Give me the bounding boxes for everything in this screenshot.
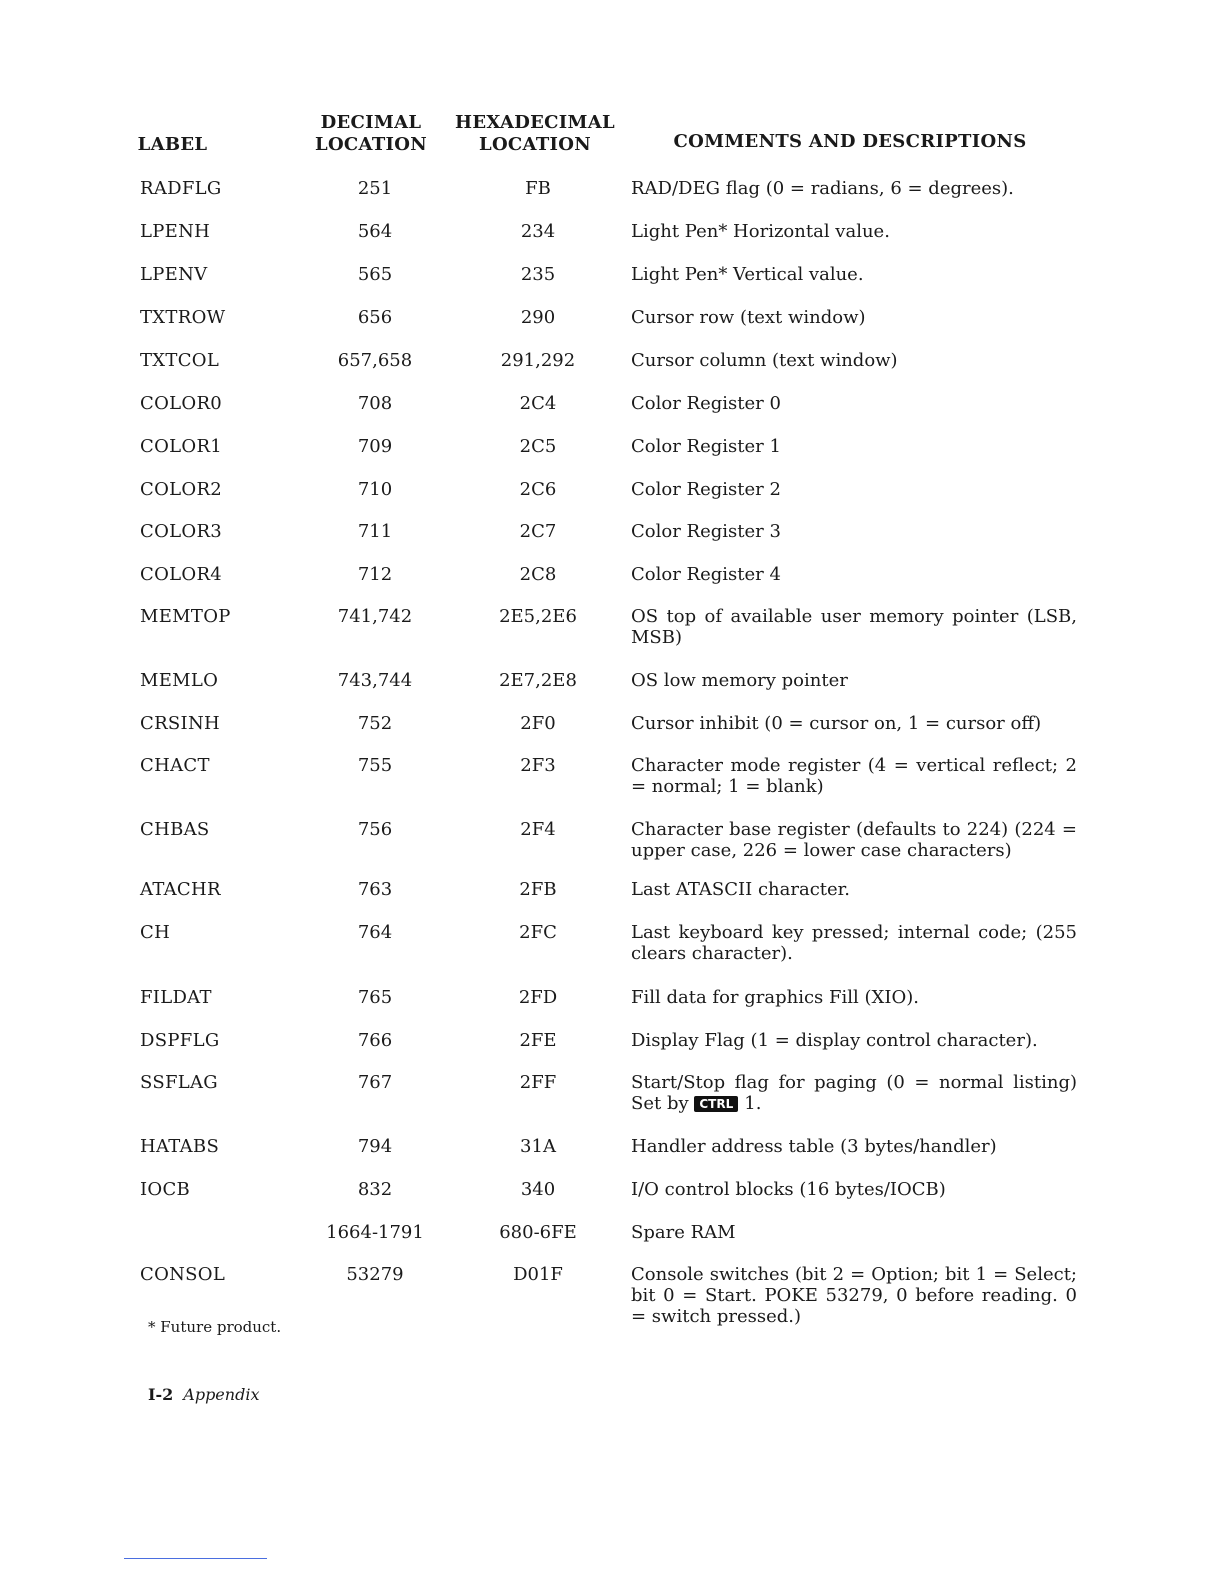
row-comment-text: Color Register 3 bbox=[631, 521, 781, 542]
ctrl-key-icon: CTRL bbox=[694, 1096, 738, 1112]
row-label: FILDAT bbox=[140, 987, 212, 1008]
row-decimal-location: 832 bbox=[357, 1179, 393, 1200]
row-label: COLOR0 bbox=[140, 393, 223, 414]
row-hex-location: 340 bbox=[520, 1179, 556, 1200]
row-decimal-location: 712 bbox=[357, 564, 393, 585]
row-comment bbox=[631, 178, 1077, 199]
row-hex-location: 291,292 bbox=[500, 350, 576, 371]
row-label: COLOR3 bbox=[140, 521, 223, 542]
row-decimal-location: 564 bbox=[357, 221, 393, 242]
row-label: CONSOL bbox=[140, 1264, 226, 1285]
row-label: TXTCOL bbox=[140, 350, 220, 371]
row-label: SSFLAG bbox=[140, 1072, 218, 1093]
row-hex-location: 2C5 bbox=[519, 436, 557, 457]
row-decimal-location: 755 bbox=[357, 755, 393, 776]
row-comment bbox=[631, 1179, 1077, 1200]
row-comment-text: Display Flag (1 = display control character). bbox=[631, 1030, 1038, 1051]
row-comment bbox=[631, 307, 1077, 328]
row-decimal-location: 794 bbox=[357, 1136, 393, 1157]
row-comment-text: Character mode register (4 = vertical reflect; 2 = normal; 1 = blank) bbox=[631, 755, 1077, 797]
row-comment bbox=[631, 1222, 1077, 1243]
row-hex-location: 2C7 bbox=[519, 521, 557, 542]
row-comment bbox=[631, 436, 1077, 457]
row-comment bbox=[631, 922, 1077, 964]
row-decimal-location: 743,744 bbox=[337, 670, 413, 691]
header-label bbox=[120, 134, 225, 156]
row-comment-text: Spare RAM bbox=[631, 1222, 736, 1243]
row-comment-text: Light Pen* Horizontal value. bbox=[631, 221, 890, 242]
row-label: CHACT bbox=[140, 755, 210, 776]
bottom-rule bbox=[124, 1558, 267, 1559]
row-comment bbox=[631, 1136, 1077, 1157]
header-hex-line1: HEXADECIMAL bbox=[455, 112, 615, 133]
row-hex-location: D01F bbox=[513, 1264, 563, 1285]
row-comment-text: Last ATASCII character. bbox=[631, 879, 851, 900]
row-comment bbox=[631, 670, 1077, 691]
header-comments-text: COMMENTS AND DESCRIPTIONS bbox=[673, 131, 1027, 152]
row-label: RADFLG bbox=[140, 178, 222, 199]
row-hex-location: 2C6 bbox=[519, 479, 557, 500]
row-comment-text: OS low memory pointer bbox=[631, 670, 848, 691]
row-comment-text: Last keyboard key pressed; internal code; (255 clears character). bbox=[631, 922, 1077, 964]
row-comment-text: Light Pen* Vertical value. bbox=[631, 264, 864, 285]
row-label: IOCB bbox=[140, 1179, 191, 1200]
row-comment bbox=[631, 264, 1077, 285]
row-label: MEMTOP bbox=[140, 606, 231, 627]
row-comment-text: OS top of available user memory pointer (LSB, MSB) bbox=[631, 606, 1077, 648]
row-comment bbox=[631, 987, 1077, 1008]
row-decimal-location: 53279 bbox=[346, 1264, 404, 1285]
row-comment bbox=[631, 819, 1077, 861]
row-comment-text: Color Register 4 bbox=[631, 564, 781, 585]
row-label: CHBAS bbox=[140, 819, 210, 840]
header-decimal-line1: DECIMAL bbox=[320, 112, 422, 133]
row-label: TXTROW bbox=[140, 307, 226, 328]
row-comment bbox=[631, 1264, 1077, 1327]
row-hex-location: 2FC bbox=[519, 922, 557, 943]
row-comment bbox=[631, 564, 1077, 585]
row-hex-location: 2FD bbox=[518, 987, 558, 1008]
row-decimal-location: 708 bbox=[357, 393, 393, 414]
row-comment-text: Character base register (defaults to 224) (224 = upper case, 226 = lower case characters) bbox=[631, 819, 1077, 861]
row-comment bbox=[631, 1030, 1077, 1051]
row-comment bbox=[631, 521, 1077, 542]
header-decimal bbox=[300, 112, 442, 156]
row-comment bbox=[631, 1072, 1077, 1114]
row-label: DSPFLG bbox=[140, 1030, 220, 1051]
row-comment-text: RAD/DEG flag (0 = radians, 6 = degrees). bbox=[631, 178, 1014, 199]
row-hex-location: 2C8 bbox=[519, 564, 557, 585]
footnote: * Future product. bbox=[148, 1318, 282, 1336]
row-decimal-location: 764 bbox=[357, 922, 393, 943]
header-comments bbox=[660, 131, 1040, 153]
row-comment-text: Handler address table (3 bytes/handler) bbox=[631, 1136, 997, 1157]
row-hex-location: 2FF bbox=[519, 1072, 557, 1093]
row-label: CRSINH bbox=[140, 713, 221, 734]
row-label: COLOR1 bbox=[140, 436, 223, 457]
row-decimal-location: 1664-1791 bbox=[326, 1222, 424, 1243]
row-decimal-location: 766 bbox=[357, 1030, 393, 1051]
row-hex-location: 680-6FE bbox=[499, 1222, 577, 1243]
row-hex-location: 2FE bbox=[519, 1030, 557, 1051]
row-comment-text: Cursor column (text window) bbox=[631, 350, 898, 371]
row-label: HATABS bbox=[140, 1136, 220, 1157]
row-comment-text: Color Register 2 bbox=[631, 479, 781, 500]
row-hex-location: 2E5,2E6 bbox=[499, 606, 577, 627]
row-hex-location: 2F4 bbox=[520, 819, 556, 840]
row-decimal-location: 767 bbox=[357, 1072, 393, 1093]
row-comment bbox=[631, 606, 1077, 648]
row-hex-location: 2F3 bbox=[520, 755, 556, 776]
row-hex-location: 2C4 bbox=[519, 393, 557, 414]
row-comment-text: Color Register 0 bbox=[631, 393, 781, 414]
row-comment-text: Cursor row (text window) bbox=[631, 307, 866, 328]
row-decimal-location: 765 bbox=[357, 987, 393, 1008]
header-decimal-line2: LOCATION bbox=[315, 134, 427, 155]
page-number: I-2 bbox=[148, 1385, 174, 1404]
row-hex-location: 2FB bbox=[519, 879, 557, 900]
row-decimal-location: 752 bbox=[357, 713, 393, 734]
row-hex-location: FB bbox=[525, 178, 551, 199]
row-label: CH bbox=[140, 922, 171, 943]
row-comment-text: Console switches (bit 2 = Option; bit 1 = Select; bit 0 = Start. POKE 53279, 0 before reading. 0 = switch pressed.) bbox=[631, 1264, 1077, 1327]
row-decimal-location: 763 bbox=[357, 879, 393, 900]
row-comment-text: Fill data for graphics Fill (XIO). bbox=[631, 987, 919, 1008]
row-comment-text: Cursor inhibit (0 = cursor on, 1 = cursor off) bbox=[631, 713, 1042, 734]
row-comment-text: I/O control blocks (16 bytes/IOCB) bbox=[631, 1179, 946, 1200]
row-hex-location: 290 bbox=[520, 307, 556, 328]
row-hex-location: 234 bbox=[520, 221, 556, 242]
row-decimal-location: 657,658 bbox=[337, 350, 413, 371]
row-label: ATACHR bbox=[140, 879, 221, 900]
row-label: LPENV bbox=[140, 264, 208, 285]
row-decimal-location: 711 bbox=[357, 521, 393, 542]
row-comment bbox=[631, 755, 1077, 797]
header-hex bbox=[450, 112, 620, 156]
row-hex-location: 31A bbox=[520, 1136, 556, 1157]
row-comment bbox=[631, 221, 1077, 242]
row-label: COLOR4 bbox=[140, 564, 223, 585]
row-comment bbox=[631, 393, 1077, 414]
header-hex-line2: LOCATION bbox=[479, 134, 591, 155]
row-decimal-location: 741,742 bbox=[337, 606, 413, 627]
row-label: LPENH bbox=[140, 221, 211, 242]
page-footer bbox=[148, 1385, 259, 1404]
row-decimal-location: 565 bbox=[357, 264, 393, 285]
row-comment bbox=[631, 479, 1077, 500]
row-comment-text: Start/Stop flag for paging (0 = normal listing) Set by bbox=[631, 1072, 1077, 1114]
row-decimal-location: 251 bbox=[357, 178, 393, 199]
row-label: COLOR2 bbox=[140, 479, 223, 500]
row-label: MEMLO bbox=[140, 670, 219, 691]
row-comment-text: Color Register 1 bbox=[631, 436, 781, 457]
row-comment bbox=[631, 350, 1077, 371]
row-decimal-location: 709 bbox=[357, 436, 393, 457]
row-decimal-location: 656 bbox=[357, 307, 393, 328]
page-section: Appendix bbox=[183, 1385, 260, 1404]
row-comment bbox=[631, 879, 1077, 900]
header-label-text: LABEL bbox=[137, 134, 208, 155]
row-hex-location: 2F0 bbox=[520, 713, 556, 734]
row-hex-location: 2E7,2E8 bbox=[499, 670, 577, 691]
row-hex-location: 235 bbox=[520, 264, 556, 285]
row-decimal-location: 756 bbox=[357, 819, 393, 840]
row-comment-tail: 1. bbox=[744, 1093, 762, 1114]
row-comment bbox=[631, 713, 1077, 734]
row-decimal-location: 710 bbox=[357, 479, 393, 500]
